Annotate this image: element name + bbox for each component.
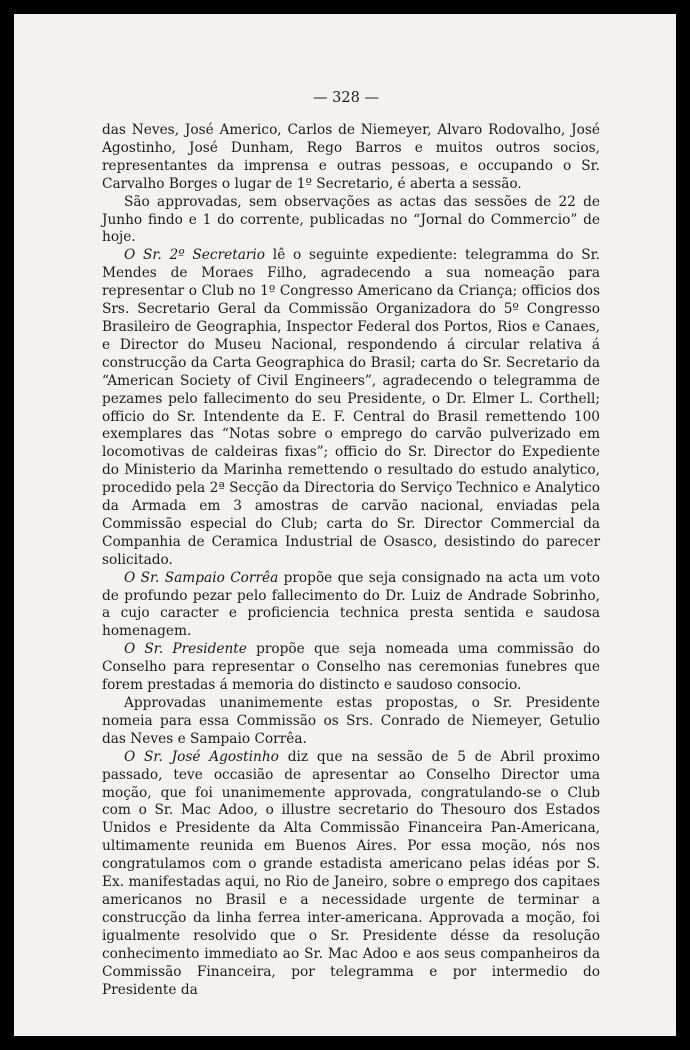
speaker-jose-agostinho: O Sr. José Agostinho xyxy=(124,748,279,765)
paragraph-4-text: propõe que seja consignado na acta um voto de profundo pezar pelo fallecimento do Dr. Luiz de Andrade Sobrinho, a cujo caracter e proficiencia technica presta sentida e saudosa homenagem. xyxy=(102,569,600,640)
speaker-2nd-secretary: O Sr. 2º Secretario xyxy=(124,247,266,264)
paragraph-7-text: diz que na sessão de 5 de Abril proximo passado, teve occasião de apresentar ao Conselho Director uma moção, que foi unanimemente approvada, congratulando-se o Club com o Sr. Mac Adoo, o illustre secretario do Thesouro dos Estados Unidos e Presidente da Alta Commissão Financeira Pan-Americana, ultimamente reunida em Buenos Aires. Por essa moção, nós nos congratulamos com o grande estadista americano pelas idéas por S. Ex. manifestadas aqui, no Rio de Janeiro, sobre o emprego dos capitaes americanos no Brasil e a necessidade urgente de terminar a construcção da linha ferrea inter-americana. Approvada a moção, foi igualmente resolvido que o Sr. Presidente désse da resolução conhecimento immediato ao Sr. Mac Adoo e aos seus companheiros da Commissão Financeira, por telegramma e por intermedio do Presidente da xyxy=(102,748,600,998)
page-content xyxy=(102,88,600,999)
speaker-sampaio-correa: O Sr. Sampaio Corrêa xyxy=(124,569,279,586)
speaker-presidente: O Sr. Presidente xyxy=(124,641,247,658)
paragraph-2-text: São approvadas, sem observações as actas das sessões de 22 de Junho findo e 1 do corrente, publicadas no “Jornal do Commercio” de hoje. xyxy=(102,193,600,246)
document-page xyxy=(14,14,676,1036)
paragraph-5 xyxy=(102,641,600,695)
paragraph-5-text: propõe que seja nomeada uma commissão do Conselho para representar o Conselho nas ceremonias funebres que forem prestadas á memoria do distincto e saudoso consocio. xyxy=(102,641,600,694)
page-number: — 328 — xyxy=(313,90,379,106)
paragraph-1 xyxy=(102,122,600,194)
paragraph-7 xyxy=(102,749,600,1000)
paragraph-1-text: das Neves, José Americo, Carlos de Niemeyer, Alvaro Rodovalho, José Agostinho, José Dunham, Rego Barros e muitos outros socios, representantes da imprensa e outras pessoas, e occupando o Sr. Carvalho Borges o lugar de 1º Secretario, é aberta a sessão. xyxy=(102,122,600,192)
paragraph-4 xyxy=(102,570,600,642)
paragraph-3 xyxy=(102,247,600,569)
paragraph-2 xyxy=(102,194,600,248)
paragraph-6-text: Approvadas unanimemente estas propostas, o Sr. Presidente nomeia para essa Commissão os Srs. Conrado de Niemeyer, Getulio das Neves e Sampaio Corrêa. xyxy=(102,695,600,747)
paragraph-6 xyxy=(102,695,600,749)
paragraph-3-text: lê o seguinte expediente: telegramma do Sr. Mendes de Moraes Filho, agradecendo a sua nomeação para representar o Club no 1º Congresso Americano da Criança; officios dos Srs. Secretario Geral da Commissão Organizadora do 5º Congresso Brasileiro de Geographia, Inspector Federal dos Portos, Rios e Canaes, e Director do Museu Nacional, respondendo á circular relativa á construcção da Carta Geographica do Brasil; carta do Sr. Secretario da “American Society of Civil Engineers”, agradecendo o telegramma de pezames pelo fallecimento do seu Presidente, o Dr. Elmer L. Corthell; officio do Sr. Intendente da E. F. Central do Brasil remettendo 100 exemplares das “Notas sobre o emprego do carvão pulverizado em locomotivas de caldeiras fixas”; officio do Sr. Director do Expediente do Ministerio da Marinha remettendo o resultado do estudo analytico, procedido pela 2ª Secção da Directoria do Serviço Technico e Analytico da Armada em 3 amostras de carvão nacional, enviadas pela Commissão especial do Club; carta do Sr. Director Commercial da Companhia de Ceramica Industrial de Osasco, desistindo do parecer solicitado. xyxy=(102,247,600,568)
